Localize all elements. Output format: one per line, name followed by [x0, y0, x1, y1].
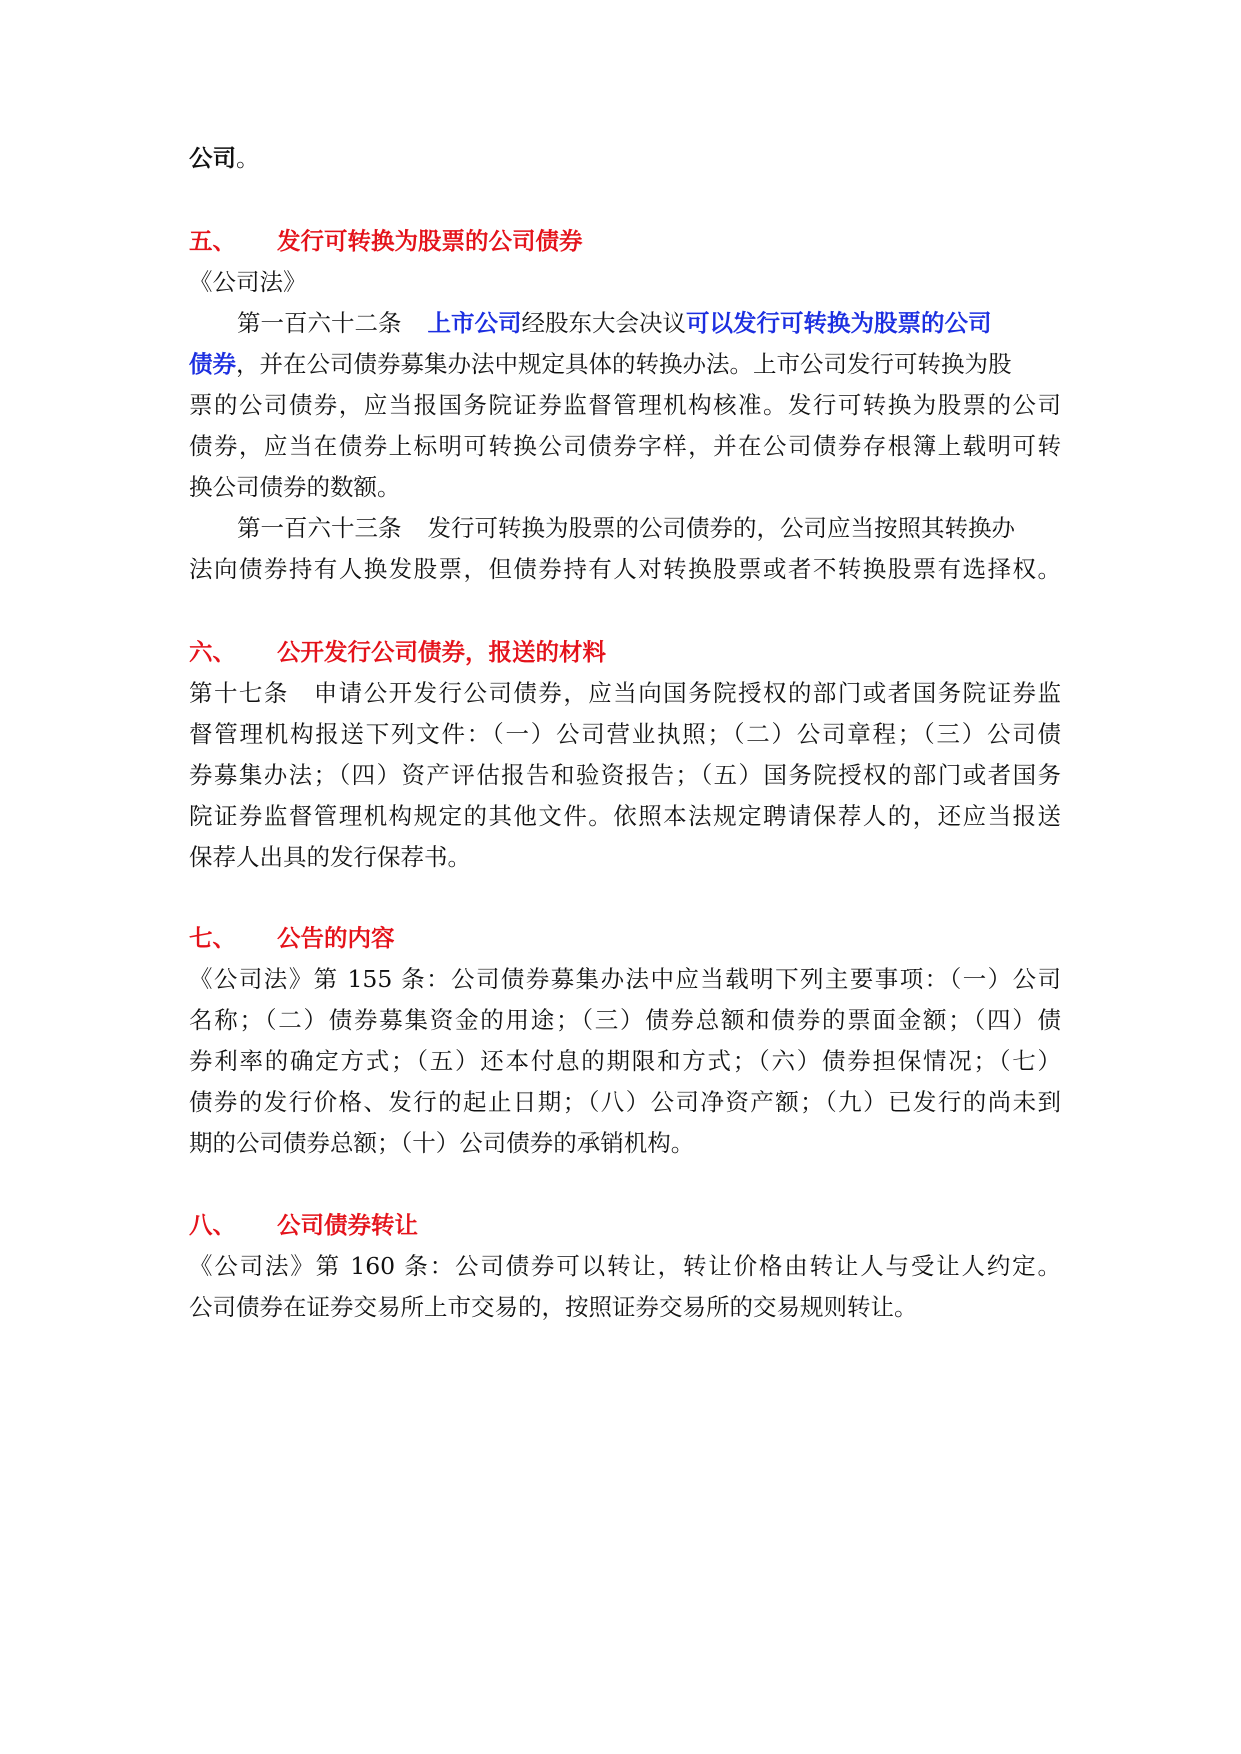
section-number: 六、	[189, 638, 236, 666]
s7-line-2: 名称；（二）债券募集资金的用途；（三）债券总额和债券的票面金额；（四）债	[189, 1006, 1061, 1034]
highlight-may-issue: 可以发行可转换为股票的公司	[686, 309, 992, 337]
article-162-line-5: 换公司债券的数额。	[189, 473, 401, 501]
s6-line-1: 第十七条 申请公开发行公司债券，应当向国务院授权的部门或者国务院证券监	[189, 679, 1061, 707]
article-163-line-1	[189, 506, 1061, 550]
law-source: 《公司法》	[189, 268, 307, 296]
article-text: ，并在公司债券募集办法中规定具体的转换办法。上市公司发行可转换为股	[236, 350, 1012, 378]
s7-line-3: 券利率的确定方式；（五）还本付息的期限和方式；（六）债券担保情况；（七）	[189, 1047, 1061, 1075]
s6-line-3: 券募集办法；（四）资产评估报告和验资报告；（五）国务院授权的部门或者国务	[189, 761, 1061, 789]
s7-line-5: 期的公司债券总额；（十）公司债券的承销机构。	[189, 1129, 695, 1157]
fragment-bold: 公司	[189, 144, 236, 172]
section-number: 八、	[189, 1211, 236, 1239]
section-title: 公开发行公司债券，报送的材料	[277, 638, 606, 666]
s6-line-5: 保荐人出具的发行保荐书。	[189, 843, 471, 871]
s6-line-2: 督管理机构报送下列文件：（一）公司营业执照；（二）公司章程；（三）公司债	[189, 720, 1061, 748]
section-title: 发行可转换为股票的公司债券	[277, 227, 583, 255]
section-heading-8	[189, 1203, 1061, 1247]
section-title: 公告的内容	[277, 924, 395, 952]
section-title: 公司债券转让	[277, 1211, 418, 1239]
section-number: 七、	[189, 924, 236, 952]
fragment-line	[189, 136, 1061, 180]
highlight-bonds: 债券	[189, 350, 236, 378]
article-162-line-4: 债券，应当在债券上标明可转换公司债券字样，并在公司债券存根簿上载明可转	[189, 432, 1061, 460]
s8-line-2: 公司债券在证券交易所上市交易的，按照证券交易所的交易规则转让。	[189, 1293, 918, 1321]
fragment-tail: 。	[236, 144, 260, 172]
s8-line-1: 《公司法》第 160 条：公司债券可以转让，转让价格由转让人与受让人约定。	[189, 1252, 1061, 1280]
s6-line-4: 院证券监督管理机构规定的其他文件。依照本法规定聘请保荐人的，还应当报送	[189, 802, 1061, 830]
article-162-line-2	[189, 342, 1061, 386]
article-text: 发行可转换为股票的公司债券的，公司应当按照其转换办	[427, 514, 1015, 542]
section-heading-5	[189, 219, 1061, 263]
section-number: 五、	[189, 227, 236, 255]
s7-line-1: 《公司法》第 155 条：公司债券募集办法中应当载明下列主要事项：（一）公司	[189, 965, 1061, 993]
article-text: 经股东大会决议	[521, 309, 686, 337]
highlight-listed-company: 上市公司	[427, 309, 522, 337]
article-label: 第一百六十三条	[237, 514, 402, 542]
article-162-line-1	[189, 301, 1061, 345]
s7-line-4: 债券的发行价格、发行的起止日期；（八）公司净资产额；（九）已发行的尚未到	[189, 1088, 1061, 1116]
section-heading-6	[189, 630, 1061, 674]
article-163-line-2: 法向债券持有人换发股票，但债券持有人对转换股票或者不转换股票有选择权。	[189, 555, 1061, 583]
article-162-line-3: 票的公司债券，应当报国务院证券监督管理机构核准。发行可转换为股票的公司	[189, 391, 1061, 419]
article-label: 第一百六十二条	[237, 309, 402, 337]
section-heading-7	[189, 916, 1061, 960]
